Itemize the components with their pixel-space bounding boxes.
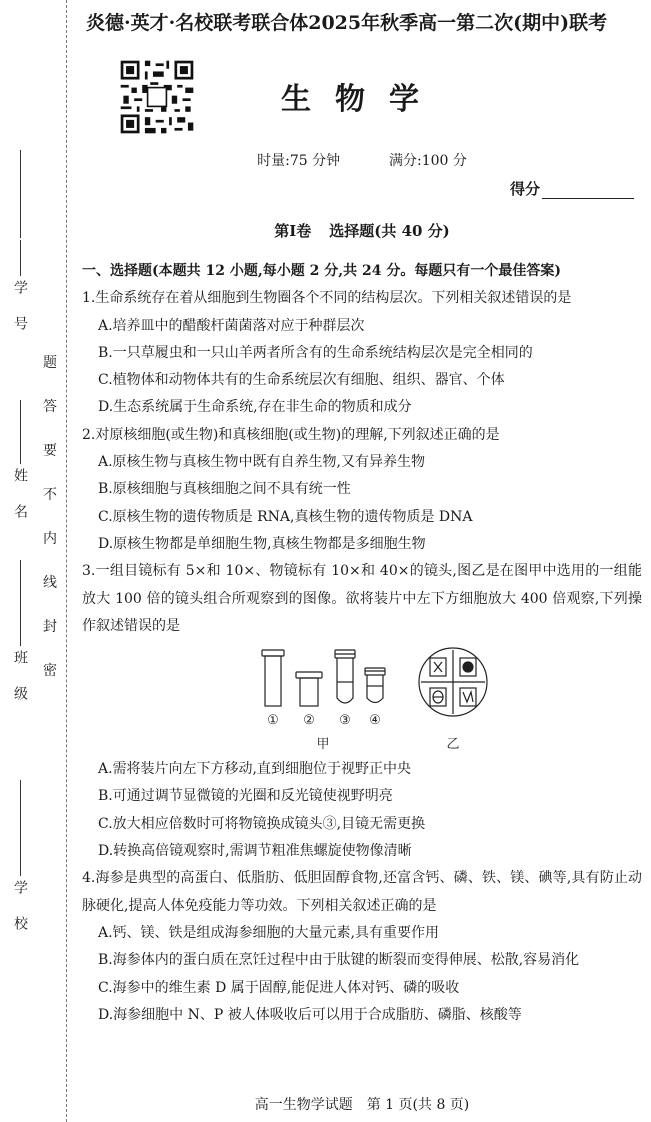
school-label: 学校 [12,880,28,952]
question-1-option-c[interactable]: C.植物体和动物体共有的生命系统层次有细胞、组织、器官、个体 [98,372,505,389]
section-heading: 一、选择题(本题共 12 小题,每小题 2 分,共 24 分。每题只有一个最佳答案) [82,263,561,279]
class-label: 班级 [12,650,28,722]
exam-info [82,150,642,170]
question-1-option-a[interactable]: A.培养皿中的醋酸杆菌菌落对应于种群层次 [98,317,365,334]
question-4-option-b[interactable]: B.海参体内的蛋白质在烹饪过程中由于肽键的断裂而变得伸展、松散,容易消化 [98,952,580,969]
question-3-option-b[interactable]: B.可通过调节显微镜的光圈和反光镜使视野明亮 [98,788,393,805]
question-4-stem: 4.海参是典型的高蛋白、低脂肪、低胆固醇食物,还富含钙、磷、铁、镁、碘等,具有防止动脉硬化,提高人体免疫能力等功效。下列相关叙述正确的是 [82,870,642,914]
binding-margin [0,0,80,1122]
microscope-field-of-view [419,648,487,716]
question-1-option-d[interactable]: D.生态系统属于生命系统,存在非生命的物质和成分 [98,399,412,416]
question-1-stem: 1.生命系统存在着从细胞到生物圈各个不同的结构层次。下列相关叙述错误的是 [82,290,572,307]
student-id-line [8,150,32,242]
microscope-lens-diagram [82,642,642,754]
class-field[interactable] [8,650,32,730]
question-2-option-a[interactable]: A.原核生物与真核生物中既有自养生物,又有异养生物 [98,454,426,471]
question-3-option-a[interactable]: A.需将装片向左下方移动,直到细胞位于视野正中央 [98,761,412,778]
full-score: 满分:100 分 [389,153,467,169]
question-1-option-b[interactable]: B.一只草履虫和一只山羊两者所含有的生命系统结构层次是完全相同的 [98,344,533,361]
question-2-option-d[interactable]: D.原核生物都是单细胞生物,真核生物都是多细胞生物 [98,535,426,552]
question-4-option-d[interactable]: D.海参细胞中 N、P 被人体吸收后可以用于合成脂肪、磷脂、核酸等 [98,1006,522,1023]
question-2-option-c[interactable]: C.原核生物的遗传物质是 RNA,真核生物的遗传物质是 DNA [98,508,473,525]
exam-title: 炎德·英才·名校联考联合体2025年秋季高一第二次(期中)联考 [86,12,608,34]
lens-label-2: ② [303,713,315,729]
figure-label-jia: 甲 [316,737,330,753]
objective-lens-3-icon [335,650,355,703]
lens-label-1: ① [267,713,279,729]
class-line [8,560,32,650]
score-blank[interactable] [542,184,634,199]
eyepiece-lens-1-icon [262,650,284,706]
page-footer: 高一生物学试题 第 1 页(共 8 页) [254,1097,470,1113]
question-4-option-c[interactable]: C.海参中的维生素 D 属于固醇,能促进人体对钙、磷的吸收 [98,979,460,996]
question-4-option-a[interactable]: A.钙、镁、铁是组成海参细胞的大量元素,具有重要作用 [98,924,440,941]
eyepiece-lens-2-icon [296,672,322,706]
subject-title: 生物学 [281,82,443,117]
school-field[interactable] [8,880,32,960]
objective-lens-4-icon [365,668,385,703]
question-3-stem: 3.一组目镜标有 5×和 10×、物镜标有 10×和 40×的镜头,图乙是在图甲中选用的一组能放大 100 倍的镜头组合所观察到的图像。欲将装片中左下方细胞放大 400 倍观察,下列操作叙述错误的是 [82,563,642,634]
lens-label-3: ③ [339,713,351,729]
questions-area [82,258,642,1029]
part-title [82,220,642,241]
exam-page [82,0,642,1122]
question-3-option-c[interactable]: C.放大相应倍数时可将物镜换成镜头③,目镜无需更换 [98,815,426,832]
score-box[interactable] [510,178,634,199]
part-subtitle: 选择题(共 40 分) [329,222,450,240]
name-field[interactable] [8,468,32,548]
name-line [8,400,32,468]
part-number: 第Ⅰ卷 [274,222,312,240]
question-3-option-d[interactable]: D.转换高倍镜观察时,需调节粗准焦螺旋使物像清晰 [98,843,412,860]
figure-label-yi: 乙 [446,737,460,753]
binding-dashed-line [66,0,67,1122]
time-limit: 时量:75 分钟 [257,153,341,169]
student-id-field[interactable] [8,240,32,360]
lens-label-4: ④ [369,713,381,729]
seal-text: 题 答 要 不 内 线 封 密 [43,355,57,679]
question-2-option-b[interactable]: B.原核细胞与真核细胞之间不具有统一性 [98,481,351,498]
name-label: 姓名 [12,468,28,540]
question-2-stem: 2.对原核细胞(或生物)和真核细胞(或生物)的理解,下列叙述正确的是 [82,426,500,443]
score-label: 得分 [510,180,541,198]
question-3-figure [82,642,642,754]
student-id-label: 学号 [12,280,28,352]
school-line [8,780,32,880]
